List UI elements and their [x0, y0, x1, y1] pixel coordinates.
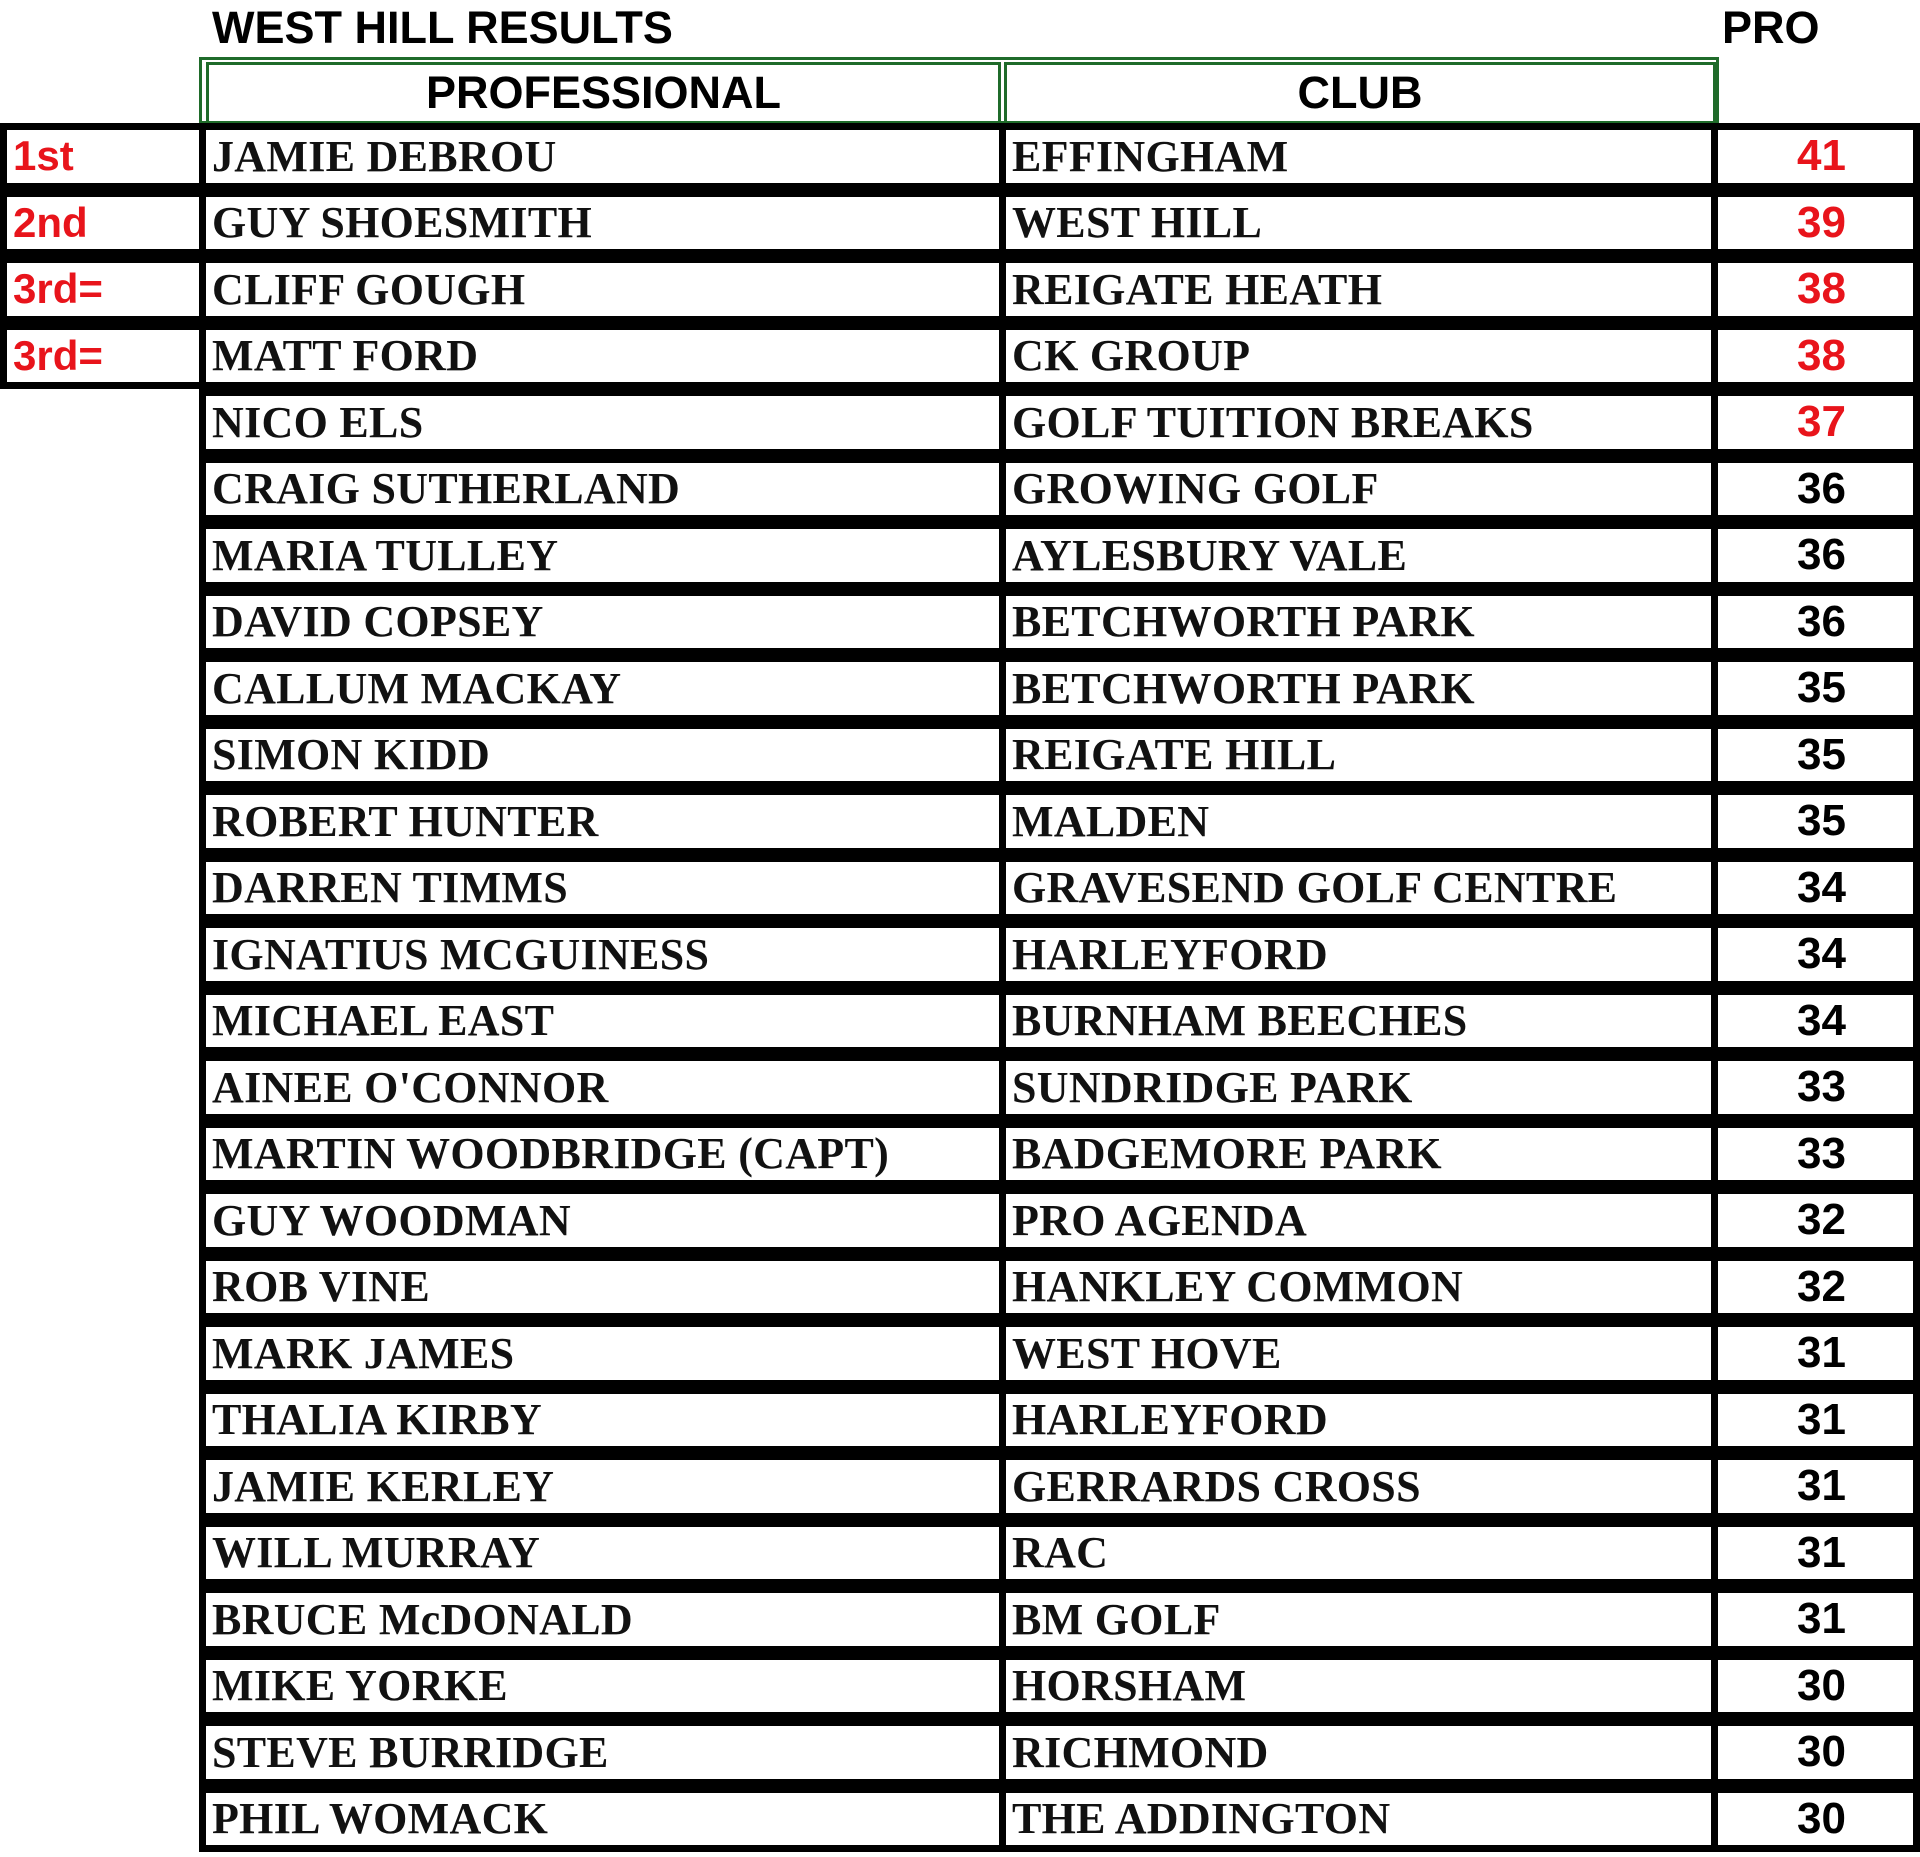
- professional-name: MATT FORD: [206, 330, 999, 383]
- club-cell: [999, 389, 1718, 456]
- table-row: [0, 1187, 1920, 1254]
- score-cell: [1711, 1254, 1920, 1321]
- score-value: 32: [1718, 1261, 1913, 1314]
- score-value: 34: [1718, 928, 1913, 981]
- professional-name: MARTIN WOODBRIDGE (CAPT): [206, 1128, 999, 1181]
- score-cell: [1711, 389, 1920, 456]
- score-cell: [1711, 1719, 1920, 1786]
- score-cell: [1711, 190, 1920, 257]
- table-row: [0, 589, 1920, 656]
- professional-name: BRUCE McDONALD: [206, 1593, 999, 1646]
- score-cell: [1711, 256, 1920, 323]
- club-name: REIGATE HILL: [1006, 729, 1711, 782]
- professional-cell: [199, 1653, 1006, 1720]
- professional-cell: [199, 1054, 1006, 1121]
- club-name: BETCHWORTH PARK: [1006, 596, 1711, 649]
- table-row: [0, 855, 1920, 922]
- professional-name: DAVID COPSEY: [206, 596, 999, 649]
- professional-cell: [199, 190, 1006, 257]
- table-row: [0, 1054, 1920, 1121]
- club-name: CK GROUP: [1006, 330, 1711, 383]
- club-name: PRO AGENDA: [1006, 1194, 1711, 1247]
- score-cell: [1711, 1121, 1920, 1188]
- professional-cell: [199, 1254, 1006, 1321]
- score-value: 30: [1718, 1726, 1913, 1779]
- score-value: 30: [1718, 1793, 1913, 1846]
- table-row: [0, 1786, 1920, 1853]
- club-name: WEST HOVE: [1006, 1327, 1711, 1380]
- professional-cell: [199, 1586, 1006, 1653]
- club-name: GROWING GOLF: [1006, 463, 1711, 516]
- score-value: 31: [1718, 1327, 1913, 1380]
- score-value: 35: [1718, 729, 1913, 782]
- score-value: 35: [1718, 662, 1913, 715]
- professional-name: CALLUM MACKAY: [206, 662, 999, 715]
- professional-name: JAMIE DEBROU: [206, 130, 999, 183]
- club-cell: [999, 1320, 1718, 1387]
- professional-cell: [199, 1121, 1006, 1188]
- club-column-header: CLUB: [1004, 62, 1716, 124]
- score-cell: [1711, 1187, 1920, 1254]
- table-row: [0, 1453, 1920, 1520]
- professional-cell: [199, 988, 1006, 1055]
- professional-name: MARK JAMES: [206, 1327, 999, 1380]
- score-value: 38: [1718, 330, 1913, 383]
- table-row: [0, 522, 1920, 589]
- score-cell: [1711, 1786, 1920, 1853]
- club-cell: [999, 722, 1718, 789]
- score-cell: [1711, 1520, 1920, 1587]
- club-cell: [999, 921, 1718, 988]
- table-row: [0, 655, 1920, 722]
- club-cell: [999, 1121, 1718, 1188]
- score-value: 31: [1718, 1527, 1913, 1580]
- table-row: [0, 1653, 1920, 1720]
- club-cell: [999, 456, 1718, 523]
- score-cell: [1711, 1586, 1920, 1653]
- club-cell: [999, 1254, 1718, 1321]
- score-value: 35: [1718, 795, 1913, 848]
- professional-cell: [199, 1387, 1006, 1454]
- club-cell: [999, 123, 1718, 190]
- professional-cell: [199, 323, 1006, 390]
- club-cell: [999, 589, 1718, 656]
- score-value: 36: [1718, 529, 1913, 582]
- professional-name: CRAIG SUTHERLAND: [206, 463, 999, 516]
- score-cell: [1711, 323, 1920, 390]
- professional-name: ROB VINE: [206, 1261, 999, 1314]
- club-cell: [999, 256, 1718, 323]
- score-value: 31: [1718, 1460, 1913, 1513]
- score-cell: [1711, 722, 1920, 789]
- professional-name: IGNATIUS MCGUINESS: [206, 928, 999, 981]
- club-cell: [999, 1719, 1718, 1786]
- professional-cell: [199, 855, 1006, 922]
- club-cell: [999, 788, 1718, 855]
- professional-cell: [199, 456, 1006, 523]
- score-value: 31: [1718, 1394, 1913, 1447]
- professional-name: GUY WOODMAN: [206, 1194, 999, 1247]
- club-cell: [999, 1786, 1718, 1853]
- table-row: [0, 1719, 1920, 1786]
- position-label: 2nd: [7, 197, 200, 250]
- position-cell: [0, 123, 207, 190]
- professional-cell: [199, 1187, 1006, 1254]
- professional-name: MIKE YORKE: [206, 1660, 999, 1713]
- club-name: AYLESBURY VALE: [1006, 529, 1711, 582]
- table-row: [0, 1586, 1920, 1653]
- professional-name: MICHAEL EAST: [206, 995, 999, 1048]
- club-name: GOLF TUITION BREAKS: [1006, 396, 1711, 449]
- score-value: 38: [1718, 263, 1913, 316]
- score-value: 37: [1718, 396, 1913, 449]
- club-name: WEST HILL: [1006, 197, 1711, 250]
- club-cell: [999, 1187, 1718, 1254]
- professional-cell: [199, 921, 1006, 988]
- table-row: [0, 389, 1920, 456]
- table-row: [0, 788, 1920, 855]
- professional-name: ROBERT HUNTER: [206, 795, 999, 848]
- club-name: HARLEYFORD: [1006, 1394, 1711, 1447]
- table-row: [0, 988, 1920, 1055]
- table-row: [0, 1387, 1920, 1454]
- professional-cell: [199, 589, 1006, 656]
- professional-cell: [199, 389, 1006, 456]
- score-value: 32: [1718, 1194, 1913, 1247]
- table-row: [0, 1121, 1920, 1188]
- table-row: [0, 456, 1920, 523]
- score-cell: [1711, 1320, 1920, 1387]
- club-cell: [999, 1520, 1718, 1587]
- club-name: GRAVESEND GOLF CENTRE: [1006, 862, 1711, 915]
- score-cell: [1711, 1054, 1920, 1121]
- results-table: [0, 123, 1920, 1852]
- professional-name: MARIA TULLEY: [206, 529, 999, 582]
- professional-name: NICO ELS: [206, 396, 999, 449]
- score-value: 39: [1718, 197, 1913, 250]
- club-name: RICHMOND: [1006, 1726, 1711, 1779]
- professional-cell: [199, 788, 1006, 855]
- club-name: BADGEMORE PARK: [1006, 1128, 1711, 1181]
- professional-cell: [199, 123, 1006, 190]
- club-name: GERRARDS CROSS: [1006, 1460, 1711, 1513]
- professional-name: STEVE BURRIDGE: [206, 1726, 999, 1779]
- position-cell: [0, 323, 207, 390]
- score-cell: [1711, 123, 1920, 190]
- professional-name: AINEE O'CONNOR: [206, 1061, 999, 1114]
- score-value: 30: [1718, 1660, 1913, 1713]
- table-row: [0, 323, 1920, 390]
- score-value: 41: [1718, 130, 1913, 183]
- table-row: [0, 123, 1920, 190]
- professional-name: JAMIE KERLEY: [206, 1460, 999, 1513]
- position-label: 3rd=: [7, 263, 200, 316]
- club-cell: [999, 988, 1718, 1055]
- position-label: 3rd=: [7, 330, 200, 383]
- club-cell: [999, 190, 1718, 257]
- professional-cell: [199, 1320, 1006, 1387]
- club-cell: [999, 323, 1718, 390]
- score-value: 33: [1718, 1128, 1913, 1181]
- position-cell: [0, 256, 207, 323]
- pro-column-title: PRO: [1722, 2, 1820, 53]
- score-value: 34: [1718, 995, 1913, 1048]
- score-cell: [1711, 988, 1920, 1055]
- club-name: HANKLEY COMMON: [1006, 1261, 1711, 1314]
- score-cell: [1711, 788, 1920, 855]
- score-cell: [1711, 655, 1920, 722]
- score-cell: [1711, 855, 1920, 922]
- club-cell: [999, 1387, 1718, 1454]
- professional-name: CLIFF GOUGH: [206, 263, 999, 316]
- club-name: HARLEYFORD: [1006, 928, 1711, 981]
- score-cell: [1711, 1453, 1920, 1520]
- score-value: 33: [1718, 1061, 1913, 1114]
- club-cell: [999, 1653, 1718, 1720]
- professional-name: GUY SHOESMITH: [206, 197, 999, 250]
- club-cell: [999, 655, 1718, 722]
- professional-cell: [199, 1786, 1006, 1853]
- club-cell: [999, 1054, 1718, 1121]
- table-row: [0, 190, 1920, 257]
- professional-cell: [199, 522, 1006, 589]
- club-name: HORSHAM: [1006, 1660, 1711, 1713]
- professional-cell: [199, 722, 1006, 789]
- score-value: 36: [1718, 596, 1913, 649]
- club-name: BURNHAM BEECHES: [1006, 995, 1711, 1048]
- table-row: [0, 1520, 1920, 1587]
- club-cell: [999, 522, 1718, 589]
- professional-cell: [199, 1520, 1006, 1587]
- club-cell: [999, 1586, 1718, 1653]
- professional-name: THALIA KIRBY: [206, 1394, 999, 1447]
- score-cell: [1711, 1387, 1920, 1454]
- table-row: [0, 921, 1920, 988]
- table-row: [0, 1254, 1920, 1321]
- position-cell: [0, 190, 207, 257]
- club-name: RAC: [1006, 1527, 1711, 1580]
- score-cell: [1711, 921, 1920, 988]
- club-name: MALDEN: [1006, 795, 1711, 848]
- score-cell: [1711, 1653, 1920, 1720]
- professional-name: PHIL WOMACK: [206, 1793, 999, 1846]
- score-cell: [1711, 589, 1920, 656]
- score-cell: [1711, 456, 1920, 523]
- club-cell: [999, 855, 1718, 922]
- club-name: BETCHWORTH PARK: [1006, 662, 1711, 715]
- club-name: THE ADDINGTON: [1006, 1793, 1711, 1846]
- score-value: 36: [1718, 463, 1913, 516]
- club-name: EFFINGHAM: [1006, 130, 1711, 183]
- club-cell: [999, 1453, 1718, 1520]
- page-title: WEST HILL RESULTS: [212, 2, 673, 53]
- professional-cell: [199, 655, 1006, 722]
- club-name: BM GOLF: [1006, 1593, 1711, 1646]
- professional-name: WILL MURRAY: [206, 1527, 999, 1580]
- professional-cell: [199, 256, 1006, 323]
- professional-column-header: PROFESSIONAL: [206, 62, 1001, 124]
- score-cell: [1711, 522, 1920, 589]
- score-value: 34: [1718, 862, 1913, 915]
- score-value: 31: [1718, 1593, 1913, 1646]
- table-row: [0, 1320, 1920, 1387]
- club-name: SUNDRIDGE PARK: [1006, 1061, 1711, 1114]
- table-row: [0, 256, 1920, 323]
- professional-cell: [199, 1453, 1006, 1520]
- professional-name: DARREN TIMMS: [206, 862, 999, 915]
- table-row: [0, 722, 1920, 789]
- club-name: REIGATE HEATH: [1006, 263, 1711, 316]
- professional-cell: [199, 1719, 1006, 1786]
- professional-name: SIMON KIDD: [206, 729, 999, 782]
- position-label: 1st: [7, 130, 200, 183]
